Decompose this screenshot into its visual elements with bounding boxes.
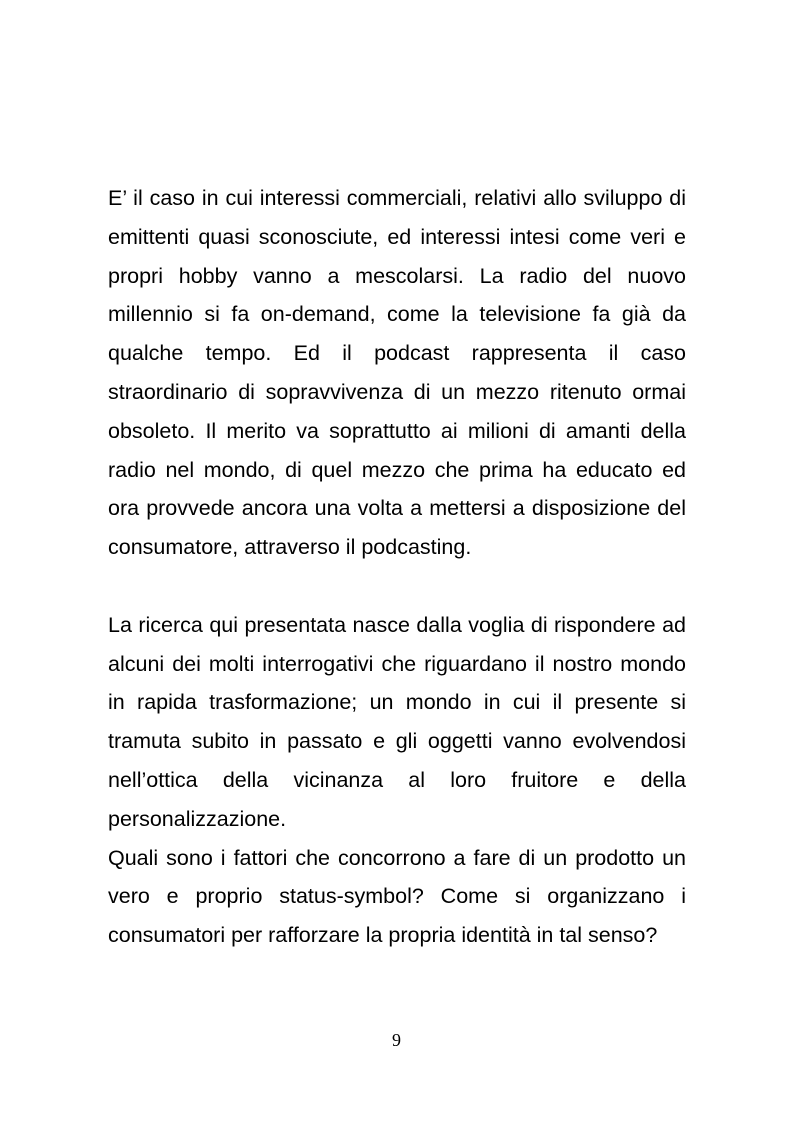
paragraph: E’ il caso in cui interessi commerciali, relativi allo sviluppo di emittenti quasi sconosciute, ed interessi intesi come veri e propri hobby vanno a mescolarsi. La radio del nuovo millennio si fa on-demand, come la televisione fa già da qualche tempo. Ed il podcast rappresenta il caso straordinario di sopravvivenza di un mezzo ritenuto ormai obsoleto. Il merito va soprattutto ai milioni di amanti della radio nel mondo, di quel mezzo che prima ha educato ed ora provvede ancora una volta a mettersi a disposizione del consumatore, attraverso il podcasting. (108, 186, 686, 560)
paragraph: La ricerca qui presentata nasce dalla voglia di rispondere ad alcuni dei molti interrogativi che riguardano il nostro mondo in rapida trasformazione; un mondo in cui il presente si tramuta subito in passato e gli oggetti vanno evolvendosi nell’ottica della vicinanza al loro fruitore e della personalizzazione. (108, 612, 686, 831)
document-body (108, 179, 686, 955)
paragraph: Quali sono i fattori che concorrono a fare di un prodotto un vero e proprio status-symbol? Come si organizzano i consumatori per rafforzare la propria identità in tal senso? (108, 845, 686, 948)
page-number: 9 (392, 1030, 401, 1050)
